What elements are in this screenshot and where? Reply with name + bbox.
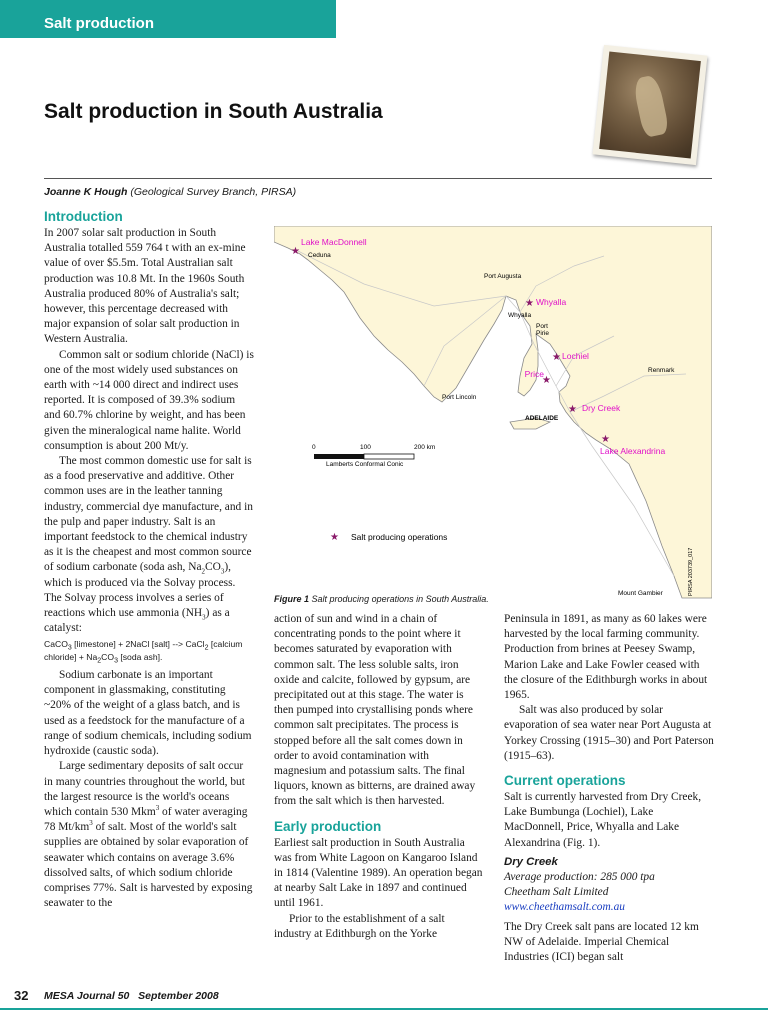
legend-label: Salt producing operations: [351, 532, 448, 542]
scale-bar: [312, 444, 435, 468]
heading-current-operations: Current operations: [504, 773, 626, 789]
land-mass: [274, 226, 712, 598]
company-name: Cheetham Salt Limited: [504, 886, 609, 899]
ops-label: Lake Alexandrina: [600, 446, 666, 456]
town-label: Port Lincoln: [442, 394, 477, 401]
paragraph: Salt is currently harvested from Dry Creek, Lake Bumbunga (Lochiel), Lake MacDonnell, Price, Whyalla and Lake Alexandrina (Fig. 1).: [504, 791, 702, 849]
ops-label: Dry Creek: [582, 403, 621, 413]
ops-star-icon: ★: [542, 375, 551, 386]
legend-star-icon: ★: [330, 532, 339, 543]
figure-caption: [274, 594, 489, 604]
map-code: PIRSA 203739_017: [688, 547, 694, 596]
author-line: [44, 186, 296, 198]
figure-label: Figure 1: [274, 594, 310, 604]
footer-bar: [0, 1008, 768, 1010]
page-footer: [0, 986, 768, 1008]
subheading-dry-creek: Dry Creek: [504, 855, 558, 868]
column-2: [274, 612, 484, 942]
ops-star-icon: ★: [601, 434, 610, 445]
town-label: Whyalla: [508, 312, 532, 319]
paragraph: The most common domestic use for salt is as a food preservative and additive. Other common uses are in the leather tanning industry, commercial dye manufacture, and in the pulp and paper industry. Salt is an important feedstock to the chemical industry as it is the cheapest and most common source of sodium carbonate (soda ash, $Na_2CO_3$), which is produced via the Solvay process. The Solvay process involves a series of reactions which use ammonia $(NH_3)$ as a catalyst:: [44, 455, 253, 635]
section-label: Salt production: [44, 15, 154, 32]
map-projection: Lamberts Conformal Conic: [326, 461, 404, 468]
town-label: Port Augusta: [484, 273, 522, 280]
scale-tick: 100: [360, 444, 371, 451]
heading-early-production: Early production: [274, 818, 382, 834]
solvay-equation: CaCO$_3$ [limestone] + 2NaCl [salt] --> CaCl$_2$ [calcium chloride] + $Na_2CO_3$ [soda ash].: [44, 639, 243, 665]
company-website-link[interactable]: www.cheethamsalt.com.au: [504, 901, 625, 914]
town-label: Pirie: [536, 330, 550, 337]
fossil-photo-image: [599, 51, 701, 158]
fossil-photo: [593, 45, 708, 165]
section-banner: [0, 0, 336, 38]
column-3: [504, 612, 714, 965]
town-label: Renmark: [648, 367, 675, 374]
page-number: 32: [14, 988, 29, 1003]
town-label: Ceduna: [308, 252, 331, 259]
ops-star-icon: ★: [525, 298, 534, 309]
column-1: [44, 208, 254, 911]
ops-label: Whyalla: [536, 297, 567, 307]
paragraph: In 2007 solar salt production in South Australia totalled 559 764 t with an ex-mine value of over $5.5m. Total Australian salt production was 10.8 Mt. In the 1960s South Australia produced 80% of Australia's salt; however, this percentage decreased with major expansion of solar salt production in Western Australia.: [44, 227, 246, 346]
paragraph: Common salt or sodium chloride (NaCl) is one of the most widely used substances on earth with ~14 000 direct and indirect uses reported. It is composed of 39.3% sodium and 60.7% chlorine by weight, and has been given the mineralogical name halite. World consumption is about 200 Mt/y.: [44, 348, 254, 452]
ops-star-icon: ★: [552, 352, 561, 363]
town-label: Port: [536, 323, 548, 330]
salt-operations-map: [274, 226, 712, 601]
scale-tick: 200 km: [414, 444, 436, 451]
author-name: Joanne K Hough: [44, 186, 128, 198]
ops-label: Lake MacDonnell: [301, 237, 367, 247]
ops-star-icon: ★: [568, 404, 577, 415]
journal-info: MESA Journal 50 September 2008: [44, 990, 219, 1002]
paragraph: The Dry Creek salt pans are located 12 km NW of Adelaide. Imperial Chemical Industries (ICI) began salt: [504, 920, 699, 964]
figure-caption-text: Salt producing operations in South Australia.: [311, 594, 489, 604]
ops-star-icon: ★: [291, 246, 300, 257]
map-legend: [330, 532, 447, 543]
ops-label: Lochiel: [562, 351, 589, 361]
paragraph: Large sedimentary deposits of salt occur in many countries throughout the world, but the largest resource is the world's oceans which contain 530 Mkm$^3$ of water averaging 78 $Mt/km^3$ of salt. Most of the world's salt supplies are obtained by solar evaporation of seawater which contains on average 3.6% dissolved salts, of which sodium chloride comprises 77%. Salt is harvested by exposing seawater to the: [44, 760, 253, 910]
paragraph: Earliest salt production in South Australia was from White Lagoon on Kangaroo Island in 1814 (Valentine 1989). An operation began at nearby Salt Lake in 1897 and continued until 1961.: [274, 836, 483, 910]
paragraph: Prior to the establishment of a salt industry at Edithburgh on the Yorke: [274, 912, 445, 940]
paragraph: Salt was also produced by solar evaporation of sea water near Port Augusta at Yorkey Crossing (1915–30) and Port Paterson (1915–63).: [504, 704, 714, 762]
author-affiliation: (Geological Survey Branch, PIRSA): [130, 186, 297, 198]
paragraph: Peninsula in 1891, as many as 60 lakes were harvested by the local farming community. Production from brines at Peesey Swamp, Marion Lake and Lake Fowler ceased with the closure of the Edithburgh works in about 1965.: [504, 613, 708, 702]
article-title: Salt production in South Australia: [44, 100, 383, 123]
heading-introduction: Introduction: [44, 209, 123, 224]
town-label: Mount Gambier: [618, 590, 663, 597]
paragraph: Sodium carbonate is an important component in glassmaking, constituting ~20% of the weight of a glass batch, and is used as a feedstock for the manufacture of a range of sodium chemicals, including sodium hydroxide (caustic soda).: [44, 669, 252, 758]
fossil-shape: [632, 74, 670, 138]
town-label: ADELAIDE: [525, 415, 559, 422]
paragraph: action of sun and wind in a chain of concentrating ponds to the point where it becomes saturated by evaporation with common salt. The less soluble salts, iron oxide and calcite, followed by gypsum, are precipitated out at this stage. The water is then pumped into crystallising ponds where common salt precipitates. The process is stopped before all the salt comes down in order to avoid contamination with magnesium and potassium salts. The final liquors, known as bitterns, are drained away from the salt which is then harvested.: [274, 613, 476, 808]
scale-tick: 0: [312, 444, 316, 451]
title-rule: [44, 178, 712, 179]
ops-label: Price: [524, 369, 544, 379]
average-production: Average production: 285 000 tpa: [504, 871, 655, 884]
